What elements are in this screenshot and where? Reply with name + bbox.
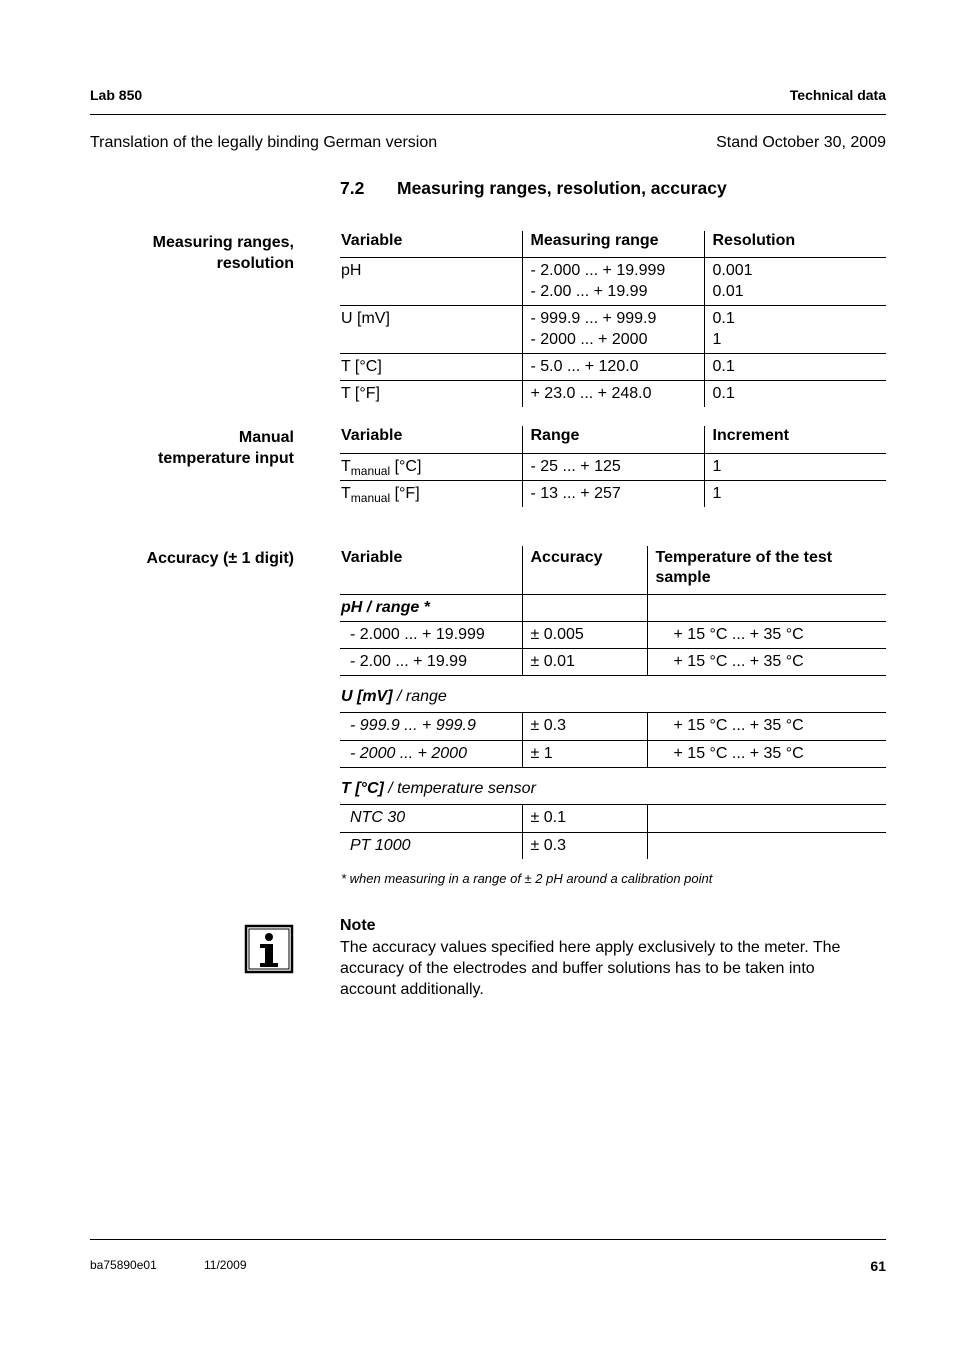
col-header: Variable (340, 546, 522, 594)
note-title: Note (340, 917, 376, 934)
table-row (340, 594, 886, 621)
table-row: NTC 30 ± 0.1 (340, 805, 886, 832)
col-header: Increment (704, 426, 886, 453)
manual-table (340, 426, 886, 507)
col-header: Accuracy (522, 546, 647, 594)
table-row: pH - 2.000 ... + 19.999 - 2.00 ... + 19.99 0.001 0.01 (340, 257, 886, 305)
table-row: $T_{manual}$ [°C] - 25 ... + 125 1 (340, 453, 886, 480)
u-group-label: U [mV] / range (341, 688, 447, 705)
table-row: - 999.9 ... + 999.9 ± 0.3 + 15 °C ... + 35 °C (340, 713, 886, 740)
header-left: Lab 850 (90, 87, 143, 103)
ranges-table (340, 231, 886, 407)
col-header: Temperature of the test sample (647, 546, 886, 594)
ph-group-label: pH / range * (340, 594, 522, 621)
col-header: Variable (340, 426, 522, 453)
table-row: - 2.000 ... + 19.999 ± 0.005 + 15 °C ... + 35 °C (340, 621, 886, 648)
header-right: Technical data (789, 87, 886, 103)
table-row: PT 1000 ± 0.3 (340, 832, 886, 859)
doc-id: ba75890e01 (90, 1258, 157, 1272)
accuracy-u-table (340, 713, 886, 768)
table-row: $T_{manual}$ [°F] - 13 ... + 257 1 (340, 480, 886, 507)
table-row: U [mV] - 999.9 ... + 999.9 - 2000 ... + 2000 0.1 1 (340, 305, 886, 353)
col-header: Measuring range (522, 231, 704, 257)
manual-side-label: Manual temperature input (157, 429, 294, 467)
section-title: Measuring ranges, resolution, accuracy (397, 178, 727, 198)
col-header: Range (522, 426, 704, 453)
section-number: 7.2 (340, 178, 365, 198)
info-icon (244, 924, 294, 974)
note-text: The accuracy values specified here apply exclusively to the meter. The accuracy of the electrodes and buffer solutions has to be taken into account additionally. (340, 939, 841, 998)
table-row: - 2000 ... + 2000 ± 1 + 15 °C ... + 35 °C (340, 740, 886, 767)
table-row: T [°C] - 5.0 ... + 120.0 0.1 (340, 353, 886, 380)
accuracy-ph-table (340, 546, 886, 676)
stand-date: Stand October 30, 2009 (716, 134, 886, 151)
table-row: - 2.00 ... + 19.99 ± 0.01 + 15 °C ... + 35 °C (340, 648, 886, 675)
footnote: * when measuring in a range of ± 2 pH around a calibration point (341, 871, 713, 886)
footer-rule (90, 1239, 886, 1240)
page-number: 61 (870, 1258, 886, 1274)
table-row: T [°F] + 23.0 ... + 248.0 0.1 (340, 380, 886, 407)
col-header: Resolution (704, 231, 886, 257)
col-header: Variable (340, 231, 522, 257)
doc-date: 11/2009 (204, 1258, 247, 1272)
t-group-label: T [°C] / temperature sensor (341, 780, 536, 797)
accuracy-side-label: Accuracy (± 1 digit) (146, 550, 294, 567)
header-rule (90, 114, 886, 115)
ranges-side-label: Measuring ranges, resolution (152, 234, 294, 272)
translation-note: Translation of the legally binding German version (90, 134, 438, 151)
accuracy-t-table (340, 805, 886, 859)
